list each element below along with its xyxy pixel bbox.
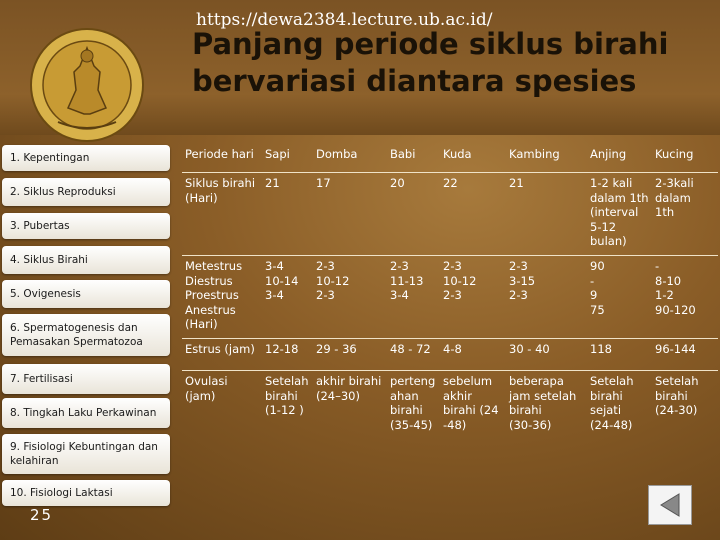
table-cell [652,173,718,256]
previous-slide-button[interactable] [648,485,692,525]
table-cell-text: 17 [316,176,331,190]
table-header-row [182,144,718,173]
table-cell [387,371,440,436]
table-cell [262,173,313,256]
table-cell-text: 48 - 72 [390,342,431,356]
sidebar-item-label: 10. Fisiologi Laktasi [10,487,113,499]
university-logo-icon [28,26,146,144]
table-cell-text: 4-8 [443,342,462,356]
table-cell-text: 90 - 9 75 [590,259,605,317]
table-cell-text: 3-4 10-14 3-4 [265,259,299,302]
table-cell-text: akhir birahi (24–30) [316,374,382,403]
table-cell-text: beberapa jam setelah birahi (30-36) [509,374,577,432]
table-cell-text: 118 [590,342,612,356]
sidebar-item-pubertas[interactable] [2,213,170,239]
sidebar-item-label: 7. Fertilisasi [10,373,73,385]
table-cell [313,173,387,256]
table-cell-text: Domba [316,147,358,161]
table-cell [652,371,718,436]
table-cell-text: Babi [390,147,416,161]
table-cell [182,256,262,339]
table-cell [587,371,652,436]
sidebar-item-label: 9. Fisiologi Kebuntingan dan kelahiran [10,441,158,467]
table-cell [587,339,652,371]
sidebar-item-kepentingan[interactable] [2,145,170,171]
table-cell [652,339,718,371]
triangle-left-icon [657,492,683,518]
sidebar-item-label: 6. Spermatogenesis dan Pemasakan Spermatozoa [10,322,143,348]
table-cell-text: 20 [390,176,405,190]
table-cell [440,339,506,371]
table-cell [587,256,652,339]
table-cell-text: 2-3 11-13 3-4 [390,259,424,302]
table-cell-text: 2-3 3-15 2-3 [509,259,536,302]
sidebar-item-label: 8. Tingkah Laku Perkawinan [10,407,157,419]
table-cell-text: 21 [265,176,280,190]
table-cell [387,256,440,339]
table-cell [652,256,718,339]
table-cell [387,144,440,173]
table-cell [313,339,387,371]
sidebar-item-siklus-reproduksi[interactable] [2,178,170,206]
sidebar-item-ovigenesis[interactable] [2,280,170,308]
table-row [182,371,718,436]
slide-title-line-2: bervariasi diantara spesies [192,64,637,98]
sidebar-item-label: 4. Siklus Birahi [10,254,88,266]
table-cell [506,173,587,256]
table-cell [182,144,262,173]
table-cell-text: 2-3 10-12 2-3 [316,259,350,302]
table-cell [652,144,718,173]
slide-title-line-1: Panjang periode siklus birahi [192,27,669,61]
sidebar-item-label: 3. Pubertas [10,220,70,232]
sidebar-item-label: 1. Kepentingan [10,152,90,164]
sidebar-item-spermatogenesis[interactable] [2,314,170,356]
table-cell-text: 22 [443,176,458,190]
table-row [182,256,718,339]
table-cell [587,173,652,256]
table-cell [262,339,313,371]
table-cell-text: 2-3kali dalam 1th [655,176,694,219]
table-cell [440,144,506,173]
table-cell [440,173,506,256]
table-cell-text: 21 [509,176,524,190]
table-cell-text: 29 - 36 [316,342,357,356]
table-cell-text: Setelah birahi (1-12 ) [265,374,309,417]
table-cell-text: 30 - 40 [509,342,550,356]
table-cell [440,371,506,436]
sidebar-item-label: 5. Ovigenesis [10,288,81,300]
table-cell-text: Kuda [443,147,472,161]
table-cell [387,173,440,256]
table-row [182,339,718,371]
table-cell-text: sebelum akhir birahi (24 -48) [443,374,499,432]
sidebar-item-siklus-birahi[interactable] [2,246,170,274]
table-cell [506,371,587,436]
table-cell-text: Siklus birahi (Hari) [185,176,256,205]
table-cell-text: 12-18 [265,342,299,356]
table-cell-text: 1-2 kali dalam 1th (interval 5-12 bulan) [590,176,649,248]
slide-number: 25 [30,506,54,524]
table-cell [182,371,262,436]
sidebar-item-label: 2. Siklus Reproduksi [10,186,116,198]
table-cell [262,144,313,173]
table-cell-text: Kucing [655,147,694,161]
table-cell-text: 2-3 10-12 2-3 [443,259,477,302]
estrus-cycle-table [182,144,718,435]
page-url: https://dewa2384.lecture.ub.ac.id/ [196,10,493,30]
table-cell [313,256,387,339]
sidebar-item-fertilisasi[interactable] [2,364,170,394]
table-cell-text: Estrus (jam) [185,342,255,356]
table-cell [313,144,387,173]
table-cell [262,256,313,339]
table-cell-text: Ovulasi (jam) [185,374,228,403]
table-cell-text: perteng ahan birahi (35-45) [390,374,436,432]
table-cell-text: - 8-10 1-2 90-120 [655,259,696,317]
sidebar-item-tingkah-laku[interactable] [2,398,170,428]
table-cell [506,256,587,339]
table-cell [506,144,587,173]
table-cell [182,339,262,371]
table-cell [506,339,587,371]
table-cell [587,144,652,173]
table-cell-text: Setelah birahi sejati (24-48) [590,374,634,432]
table-cell [313,371,387,436]
table-cell-text: 96-144 [655,342,696,356]
table-cell [182,173,262,256]
table-cell-text: Metestrus Diestrus Proestrus Anestrus (Hari) [185,259,243,331]
sidebar-item-laktasi[interactable] [2,480,170,506]
table-cell-text: Setelah birahi (24-30) [655,374,699,417]
table-cell-text: Periode hari [185,147,254,161]
table-cell [440,256,506,339]
table-cell [262,371,313,436]
table-cell-text: Sapi [265,147,290,161]
table-cell-text: Anjing [590,147,627,161]
table-cell [387,339,440,371]
table-row [182,173,718,256]
table-cell-text: Kambing [509,147,560,161]
sidebar-item-kebuntingan[interactable] [2,434,170,474]
slide-title [192,26,717,100]
